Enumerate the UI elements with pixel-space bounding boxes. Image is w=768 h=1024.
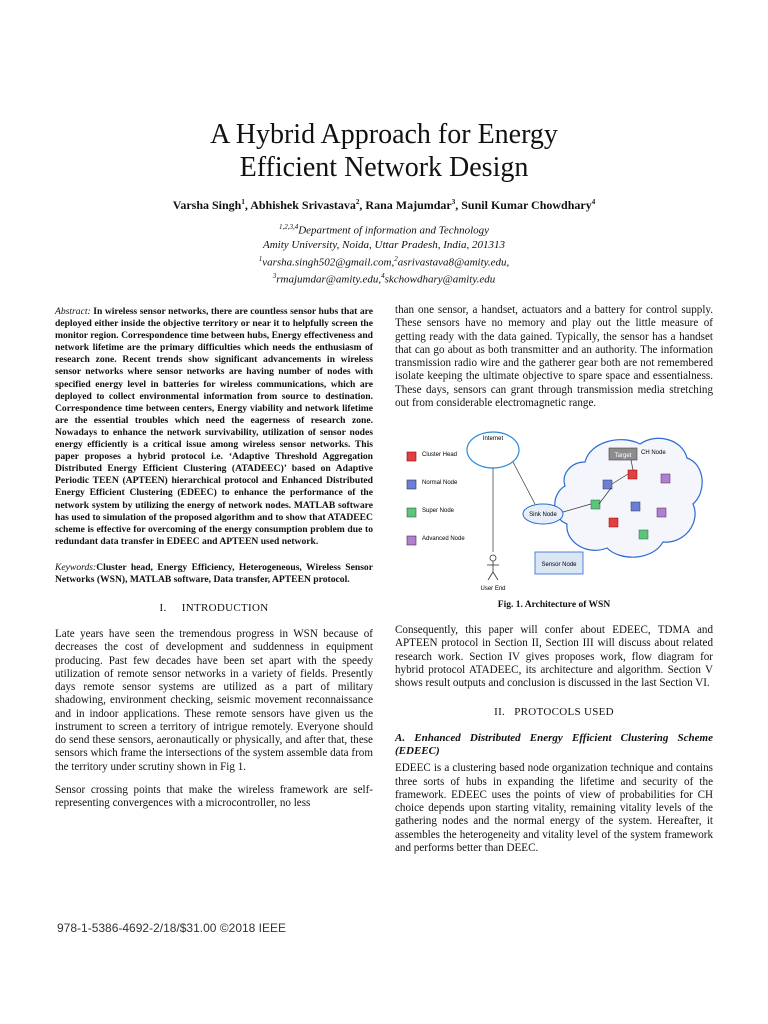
sensor-node-box bbox=[535, 552, 583, 574]
email-link[interactable]: varsha.singh502@gmail.com, bbox=[262, 256, 395, 269]
svg-text:Sensor Node: Sensor Node bbox=[541, 562, 577, 568]
super-node bbox=[591, 500, 600, 509]
keywords-text: Cluster head, Energy Efficiency, Heterogeneous, Wireless Sensor Networks (WSN), MATLAB software, Data transfer, APTEEN protocol. bbox=[55, 561, 373, 585]
normal-node bbox=[603, 480, 612, 489]
copyright-footer: 978-1-5386-4692-2/18/$31.00 ©2018 IEEE bbox=[57, 921, 287, 935]
affiliation-block bbox=[0, 220, 768, 287]
subsection-heading-edeec: A. Enhanced Distributed Energy Efficient Clustering Scheme (EDEEC) bbox=[395, 732, 713, 758]
user-end bbox=[480, 468, 505, 592]
svg-text:Internet: Internet bbox=[482, 436, 504, 442]
right-paragraph-after-figure: Consequently, this paper will confer about EDEEC, TDMA and APTEEN protocol in Section II, Section III will discuss about related research work. Section IV gives proposes work, flow diagram for hybrid protocol ATADEEC, its architecture and algorithm. Section V shows result outputs and conclusion is discussed in the last Section VI. bbox=[395, 624, 713, 689]
abstract bbox=[55, 306, 373, 548]
svg-text:CH Node: CH Node bbox=[641, 450, 666, 456]
section-heading-introduction: I. INTRODUCTION bbox=[159, 602, 269, 615]
left-column bbox=[55, 306, 373, 820]
svg-text:Sink Node: Sink Node bbox=[529, 512, 557, 518]
author-name: Sunil Kumar Chowdhary bbox=[461, 198, 592, 212]
legend-super-node-swatch bbox=[407, 508, 416, 517]
affiliation-dept-line: $^{1,2,3,4}$Department of information and Technology bbox=[278, 223, 490, 237]
legend-cluster-head-swatch bbox=[407, 452, 416, 461]
title-line-1: A Hybrid Approach for Energy bbox=[210, 119, 558, 150]
keywords-label: Keywords: bbox=[55, 561, 97, 573]
svg-text:Target: Target bbox=[614, 453, 632, 459]
affiliation-university: Amity University, Noida, Uttar Pradesh, India, 201313 bbox=[263, 238, 505, 251]
intro-paragraph-2: Sensor crossing points that make the wireless framework are self-representing convergences with a microcontroller, no less bbox=[55, 783, 373, 810]
figure-wsn-architecture bbox=[395, 422, 713, 592]
section-heading-protocols: II. PROTOCOLS USED bbox=[494, 706, 614, 719]
intro-paragraph-1: Late years have seen the tremendous progress in WSN because of decreases the cost of development and suddenness in equipment producing. Past few decades have been set apart with the speedy utilization of remote sensor networks in a variety of fields. Presently days remote sensor systems are utilized as a part of military shadowing, environment checking, seismic movement reconnaissance and in indoor applications. These remote sensors have given us the instrument to screen a territory of intrigue remotely. Everyone should do send these sensors, aeronautically or physically, and after that, these sensors which frame the intersections of the system assemble data from the territory under scrutiny shown in Fig 1. bbox=[55, 628, 373, 773]
sensor-field-cloud bbox=[555, 438, 702, 557]
legend-label: Super Node bbox=[422, 508, 455, 514]
email-link[interactable]: asrivastava8@amity.edu, bbox=[397, 256, 510, 269]
author-sup: 2 bbox=[355, 198, 360, 206]
legend-label: Normal Node bbox=[422, 480, 458, 486]
super-node bbox=[639, 530, 648, 539]
author-list: Varsha Singh$^1$, Abhishek Srivastava$^2$, Rana Majumdar$^3$, Sunil Kumar Chowdhary$^4$ bbox=[172, 198, 596, 212]
svg-text:User End: User End bbox=[480, 586, 506, 592]
abstract-label: Abstract: bbox=[55, 306, 91, 317]
author-sup: 1 bbox=[241, 198, 245, 206]
paper-title bbox=[0, 118, 768, 184]
right-column bbox=[395, 304, 713, 865]
legend bbox=[407, 452, 465, 545]
legend-advanced-node-swatch bbox=[407, 536, 416, 545]
legend-normal-node-swatch bbox=[407, 480, 416, 489]
legend-label: Advanced Node bbox=[422, 536, 465, 542]
email-line-2: $^3$rmajumdar@amity.edu,$^4$skchowdhary@amity.edu bbox=[272, 272, 496, 286]
author-name: Abhishek Srivastava bbox=[250, 198, 356, 212]
author-name: Rana Majumdar bbox=[365, 198, 452, 212]
legend-label: Cluster Head bbox=[422, 452, 458, 458]
email-link[interactable]: rmajumdar@amity.edu, bbox=[276, 273, 382, 286]
advanced-node bbox=[661, 474, 670, 483]
title-line-2: Efficient Network Design bbox=[239, 152, 529, 183]
author-sup: 4 bbox=[591, 198, 596, 206]
right-paragraph-continued: than one sensor, a handset, actuators and a battery for control supply. These sensors have no memory and play out the little measure of getting ready with the data gained. Typically, the sensor has a handset that can go about as both transmitter and an authority. The information transmission radio wire and the gatherer gear both are not remembered isolate keeping the ultimate objective to spare space and essentialness. These days, sensors can grant through transmission media stretching out from considerable electromagnetic range. bbox=[395, 304, 713, 409]
author-name: Varsha Singh bbox=[172, 198, 242, 212]
internet-cloud bbox=[467, 432, 519, 468]
keywords bbox=[55, 562, 373, 586]
cluster-head-node bbox=[609, 518, 618, 527]
figure-caption: Fig. 1. Architecture of WSN bbox=[497, 600, 611, 610]
abstract-text: In wireless sensor networks, there are countless sensor hubs that are deployed either inside the objective territory or near it to helpfully screen the monitor region. Correspondence time between hubs, Energy effectiveness and network lifetime are the primary difficulties which needs the enthusiasm of research zone. Recent trends show significant advancements in wireless sensor networks where sensor networks are having number of nodes with specified energy level in batteries for wireless communications, which are deployed to collect environmental information from source to destination. Correspondence time between centers, Energy viability and network lifetime are the essential troubles which need the eagerness of research zone. Nowadays to enhance the network survivability, utilization of sensor nodes energy efficiently is a critical issue among wireless sensor networks. This paper proposes a hybrid protocol i.e. ‘Adaptive Threshold Aggregation Distributed Energy Efficient Clustering (ATADEEC)’ based on Adaptive Periodic TEEN (APTEEN) hierarchical protocol and Enhanced Distributed Energy Efficient Clustering (EDEEC) to enhance the performance of the network system by utilizing the energy of network nodes. MATLAB software has used to simulation of the proposed algorithm and to show that ATADEEC scheme is effective for overcoming of the energy consumption problem due to redundant data transfer in EDEEC and APTEEN used network. bbox=[55, 306, 373, 547]
author-sup: 3 bbox=[451, 198, 456, 206]
email-line-1: $^1$varsha.singh502@gmail.com,$^2$asrivastava8@amity.edu, bbox=[258, 254, 510, 269]
edeec-paragraph: EDEEC is a clustering based node organization technique and contains three sorts of hubs in expanding the lifetime and security of the framework. EDEEC uses the points of view of probabilities for CH choice depends upon starting vitality, remaining vitality levels of the gathering nodes and the normal energy of the system. Hereafter, it assembles the heterogeneity and vitality level of the system framework and performs better than DEEC. bbox=[395, 762, 713, 854]
cluster-head-node bbox=[628, 470, 637, 479]
advanced-node bbox=[657, 508, 666, 517]
normal-node bbox=[631, 502, 640, 511]
email-link[interactable]: skchowdhary@amity.edu bbox=[384, 273, 496, 286]
wsn-diagram bbox=[395, 422, 713, 592]
